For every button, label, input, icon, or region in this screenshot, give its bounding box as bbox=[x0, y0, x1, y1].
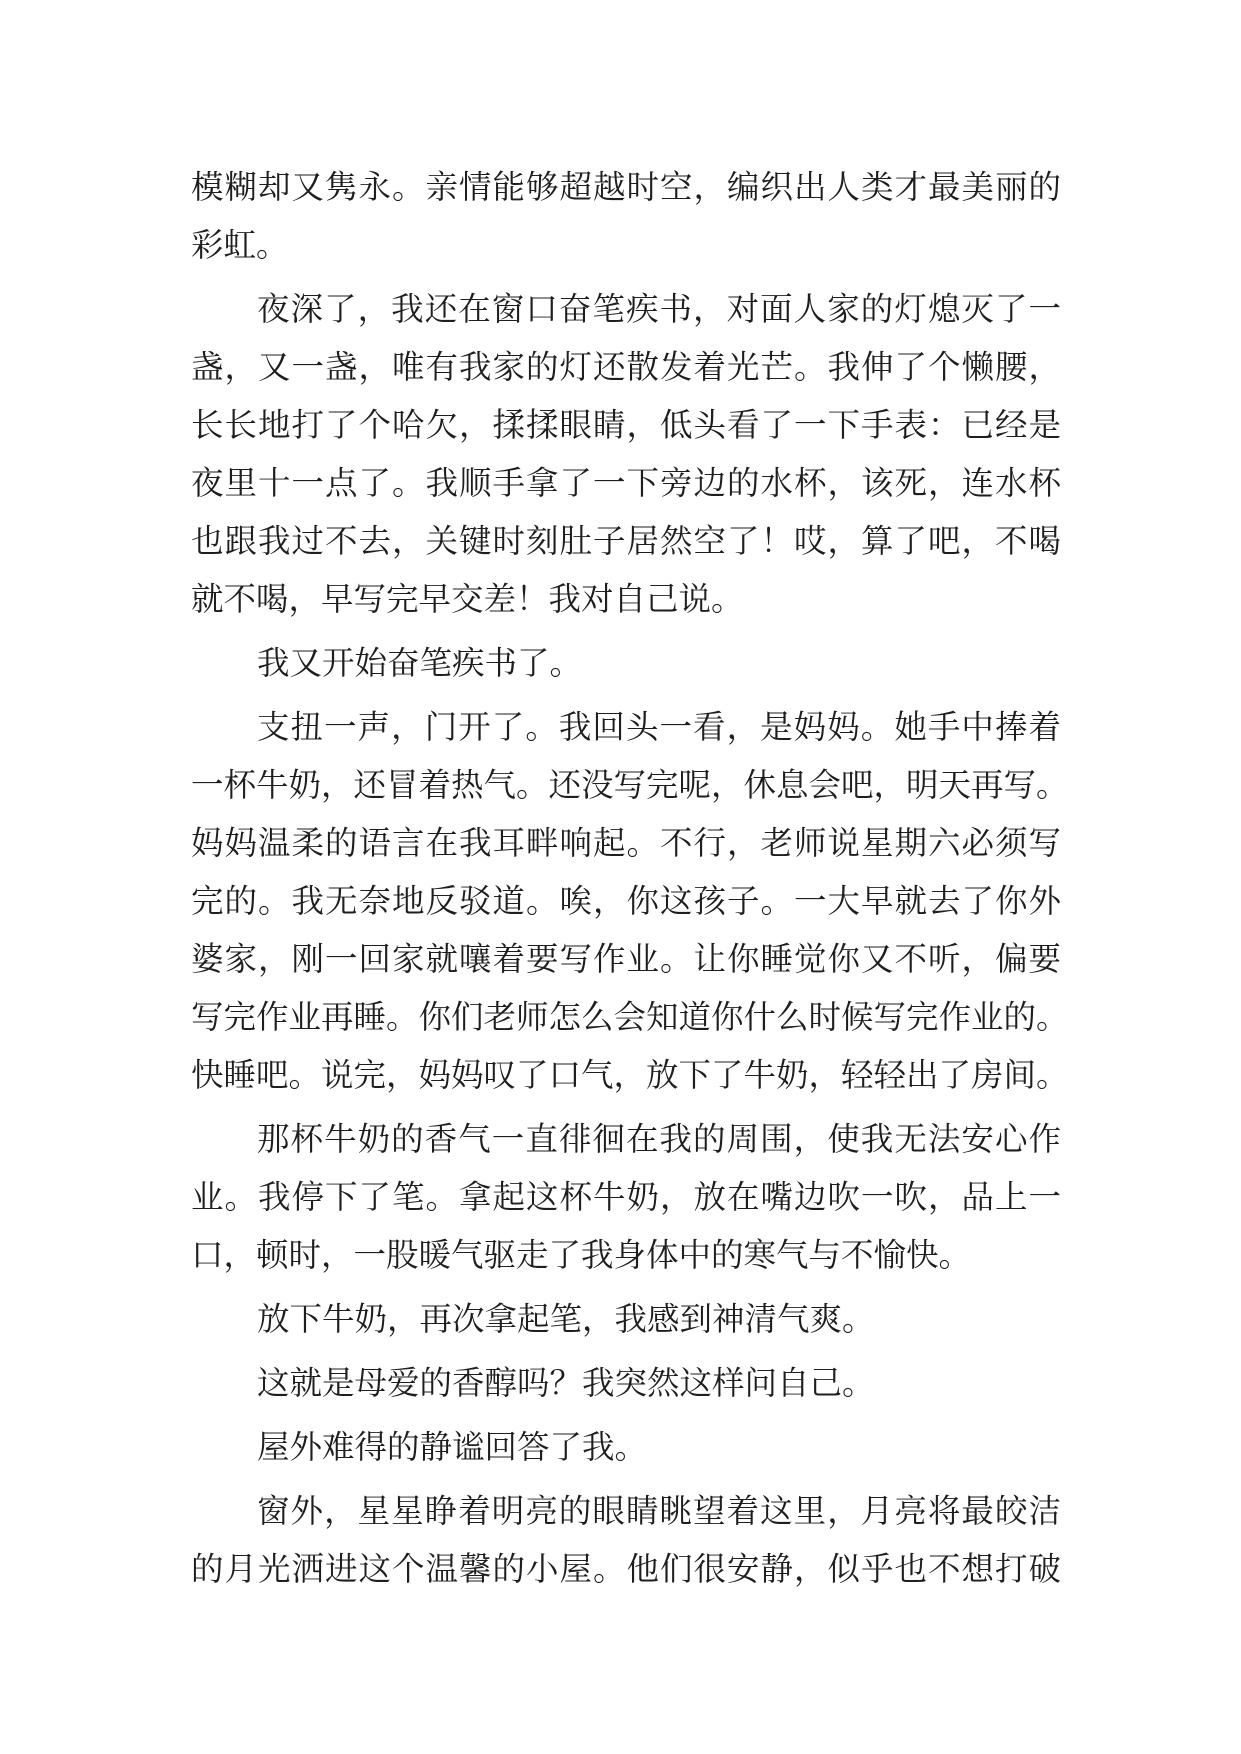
text-line: 模糊却又隽永。亲情能够超越时空，编织出人类才最美丽的 bbox=[191, 168, 1061, 206]
text-line: 我又开始奋笔疾书了。 bbox=[257, 644, 583, 682]
paragraph-6 bbox=[191, 1290, 1061, 1348]
text-line: 的月光洒进这个温馨的小屋。他们很安静，似乎也不想打破 bbox=[191, 1550, 1061, 1588]
text-line: 夜深了，我还在窗口奋笔疾书，对面人家的灯熄灭了一 bbox=[257, 290, 1061, 328]
paragraph-4 bbox=[191, 698, 1069, 1104]
text-line: 长长地打了个哈欠，揉揉眼睛，低头看了一下手表：已经是 bbox=[191, 406, 1061, 444]
paragraph-7 bbox=[191, 1354, 1061, 1412]
text-line: 口，顿时，一股暖气驱走了我身体中的寒气与不愉快。 bbox=[191, 1236, 972, 1274]
text-line: 妈妈温柔的语言在我耳畔响起。不行，老师说星期六必须写 bbox=[191, 824, 1061, 862]
paragraph-9 bbox=[191, 1482, 1061, 1598]
text-line: 完的。我无奈地反驳道。唉，你这孩子。一大早就去了你外 bbox=[191, 882, 1061, 920]
text-line: 那杯牛奶的香气一直徘徊在我的周围，使我无法安心作 bbox=[257, 1120, 1061, 1158]
text-line: 盏，又一盏，唯有我家的灯还散发着光芒。我伸了个懒腰， bbox=[191, 348, 1061, 386]
paragraph-8 bbox=[191, 1418, 1061, 1476]
text-line: 这就是母爱的香醇吗？我突然这样问自己。 bbox=[257, 1364, 875, 1402]
text-line: 彩虹。 bbox=[191, 226, 289, 264]
text-line: 写完作业再睡。你们老师怎么会知道你什么时候写完作业的。 bbox=[191, 998, 1069, 1036]
paragraph-5 bbox=[191, 1110, 1061, 1284]
document-body bbox=[191, 158, 1069, 1598]
text-line: 就不喝，早写完早交差！我对自己说。 bbox=[191, 580, 744, 618]
text-line: 业。我停下了笔。拿起这杯牛奶，放在嘴边吹一吹，品上一 bbox=[191, 1178, 1061, 1216]
text-line: 也跟我过不去，关键时刻肚子居然空了！哎，算了吧，不喝 bbox=[191, 522, 1061, 560]
paragraph-2 bbox=[191, 280, 1061, 628]
text-line: 支扭一声，门开了。我回头一看，是妈妈。她手中捧着 bbox=[257, 708, 1061, 746]
text-line: 一杯牛奶，还冒着热气。还没写完呢，休息会吧，明天再写。 bbox=[191, 766, 1069, 804]
text-line: 婆家，刚一回家就嚷着要写作业。让你睡觉你又不听，偏要 bbox=[191, 940, 1061, 978]
text-line: 屋外难得的静谧回答了我。 bbox=[257, 1428, 648, 1466]
text-line: 快睡吧。说完，妈妈叹了口气，放下了牛奶，轻轻出了房间。 bbox=[191, 1056, 1069, 1094]
text-line: 放下牛奶，再次拿起笔，我感到神清气爽。 bbox=[257, 1300, 875, 1338]
paragraph-1 bbox=[191, 158, 1061, 274]
paragraph-3 bbox=[191, 634, 1061, 692]
text-line: 窗外，星星睁着明亮的眼睛眺望着这里，月亮将最皎洁 bbox=[257, 1492, 1061, 1530]
text-line: 夜里十一点了。我顺手拿了一下旁边的水杯，该死，连水杯 bbox=[191, 464, 1061, 502]
